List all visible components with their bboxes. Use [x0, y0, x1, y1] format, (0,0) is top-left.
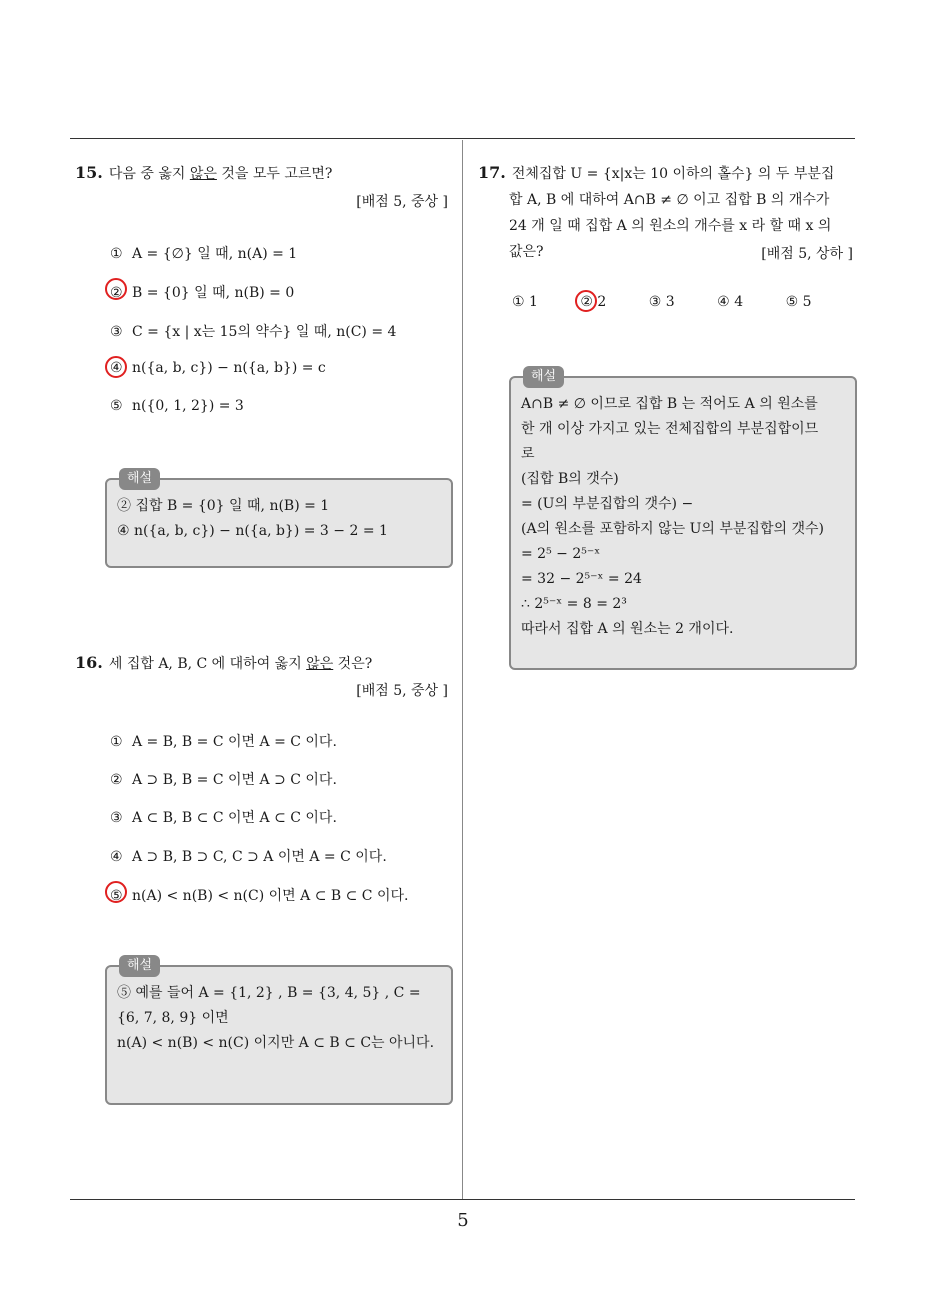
- option-text: 5: [802, 294, 812, 310]
- option-mark: ③: [110, 324, 123, 340]
- q16-text-after: 것은?: [333, 656, 373, 672]
- q16-option-2[interactable]: [110, 769, 337, 789]
- q17-score: [배점 5, 상하 ]: [761, 246, 853, 262]
- option-mark: ②: [110, 285, 123, 301]
- option-mark: ③: [110, 810, 123, 826]
- option-mark: ④: [110, 849, 123, 865]
- option-mark: ①: [110, 246, 123, 262]
- q16-text-underlined: 않은: [306, 656, 334, 672]
- option-mark: ⑤: [785, 294, 799, 310]
- explanation-line: 따라서 집합 A 의 원소는 2 개이다.: [521, 621, 734, 637]
- q15-option-4[interactable]: [110, 360, 326, 376]
- answer-circle-icon: [105, 881, 127, 903]
- option-mark: ②: [110, 772, 123, 788]
- q17-option-1[interactable]: [512, 294, 538, 310]
- explanation-line: ∴ 2⁵⁻ˣ = 8 = 2³: [521, 596, 627, 612]
- q15-option-5[interactable]: [110, 398, 244, 414]
- option-text: A ⊂ B, B ⊂ C 이면 A ⊂ C 이다.: [132, 810, 337, 826]
- explanation-line: n(A) < n(B) < n(C) 이지만 A ⊂ B ⊂ C는 아니다.: [117, 1035, 435, 1051]
- option-text: 1: [529, 294, 538, 310]
- explanation-line: = 2⁵ − 2⁵⁻ˣ: [521, 546, 601, 562]
- q16-text-before: 세 집합 A, B, C 에 대하여 옳지: [108, 656, 307, 672]
- q17-options: [512, 294, 850, 310]
- option-mark: ①: [512, 294, 525, 310]
- q15-option-1[interactable]: [110, 243, 297, 263]
- option-mark: ③: [648, 294, 662, 310]
- answer-circle-icon: [105, 278, 127, 300]
- q15-number: 15.: [75, 163, 103, 182]
- explanation-line: = 32 − 2⁵⁻ˣ = 24: [521, 571, 642, 587]
- option-text: n({0, 1, 2}) = 3: [132, 398, 244, 414]
- option-text: 4: [734, 294, 744, 310]
- option-text: A ⊃ B, B ⊃ C, C ⊃ A 이면 A = C 이다.: [132, 849, 387, 865]
- column-divider: [462, 140, 463, 1199]
- explanation-line: ⑤ 예를 들어 A = {1, 2} , B = {3, 4, 5} , C = {6, 7, 8, 9} 이면: [117, 985, 421, 1026]
- q16-option-1[interactable]: [110, 731, 337, 751]
- q17-explanation-box: [509, 369, 857, 670]
- q17-option-3[interactable]: [649, 294, 675, 310]
- explanation-line: 한 개 이상 가지고 있는 전체집합의 부분집합이므: [521, 421, 819, 437]
- q15-text-before: 다음 중 옳지: [108, 166, 190, 182]
- q17-number: 17.: [478, 163, 506, 182]
- answer-circle-icon: [105, 356, 127, 378]
- explanation-line: ④ n({a, b, c}) − n({a, b}) = 3 − 2 = 1: [117, 523, 388, 539]
- q17-line-3: 24 개 일 때 집합 A 의 원소의 개수를 x 라 할 때 x 의: [509, 218, 832, 234]
- q16-option-3[interactable]: [110, 807, 337, 827]
- q15-option-3[interactable]: [110, 321, 396, 341]
- option-text: n({a, b, c}) − n({a, b}) = c: [132, 360, 326, 376]
- q16-option-4[interactable]: [110, 846, 387, 866]
- page-number: 5: [457, 1210, 469, 1231]
- explanation-tag: 해설: [119, 468, 160, 490]
- explanation-line: 로: [521, 446, 535, 462]
- q15-option-2[interactable]: [110, 282, 294, 302]
- bottom-rule: [70, 1199, 855, 1200]
- explanation-line: A∩B ≠ ∅ 이므로 집합 B 는 적어도 A 의 원소를: [521, 396, 818, 412]
- q17-option-2[interactable]: [580, 294, 606, 310]
- explanation-tag: 해설: [119, 955, 160, 977]
- q17-line-4: 값은?: [509, 244, 544, 260]
- q17-line-1: 전체집합 U = {x|x는 10 이하의 홀수} 의 두 부분집: [511, 166, 835, 182]
- explanation-line: ② 집합 B = {0} 일 때, n(B) = 1: [117, 498, 330, 514]
- answer-circle-icon: [575, 290, 597, 312]
- explanation-line: (A의 원소를 포함하지 않는 U의 부분집합의 갯수): [521, 521, 824, 537]
- option-mark: ④: [717, 294, 730, 310]
- q17-line-2: 합 A, B 에 대하여 A∩B ≠ ∅ 이고 집합 B 의 개수가: [509, 192, 830, 208]
- option-text: B = {0} 일 때, n(B) = 0: [132, 285, 295, 301]
- q16-header: [75, 650, 372, 677]
- top-rule: [70, 138, 855, 139]
- option-text: A = {∅} 일 때, n(A) = 1: [132, 246, 298, 262]
- option-mark: ①: [110, 734, 123, 750]
- option-text: A = B, B = C 이면 A = C 이다.: [132, 734, 337, 750]
- q16-score: [배점 5, 중상 ]: [356, 683, 448, 699]
- option-text: C = {x | x는 15의 약수} 일 때, n(C) = 4: [132, 324, 397, 340]
- option-text: 2: [597, 294, 607, 310]
- option-mark: ⑤: [110, 888, 123, 904]
- option-text: 3: [665, 294, 675, 310]
- q15-text-after: 것을 모두 고르면?: [216, 166, 333, 182]
- option-mark: ⑤: [110, 398, 123, 414]
- option-mark: ②: [580, 294, 593, 310]
- option-text: n(A) < n(B) < n(C) 이면 A ⊂ B ⊂ C 이다.: [132, 888, 409, 904]
- q15-header: [75, 160, 332, 187]
- q15-score: [배점 5, 중상 ]: [356, 194, 448, 210]
- q16-explanation-box: [105, 958, 453, 1105]
- q17-option-5[interactable]: [786, 294, 812, 310]
- option-text: A ⊃ B, B = C 이면 A ⊃ C 이다.: [132, 772, 337, 788]
- q17-option-4[interactable]: [717, 294, 743, 310]
- option-mark: ④: [110, 360, 123, 376]
- q15-text-underlined: 않은: [189, 166, 217, 182]
- q15-explanation-box: [105, 471, 453, 568]
- q16-number: 16.: [75, 653, 103, 672]
- explanation-line: = (U의 부분집합의 갯수) −: [521, 496, 694, 512]
- explanation-line: (집합 B의 갯수): [521, 471, 619, 487]
- explanation-tag: 해설: [523, 366, 564, 388]
- q16-option-5[interactable]: [110, 885, 408, 905]
